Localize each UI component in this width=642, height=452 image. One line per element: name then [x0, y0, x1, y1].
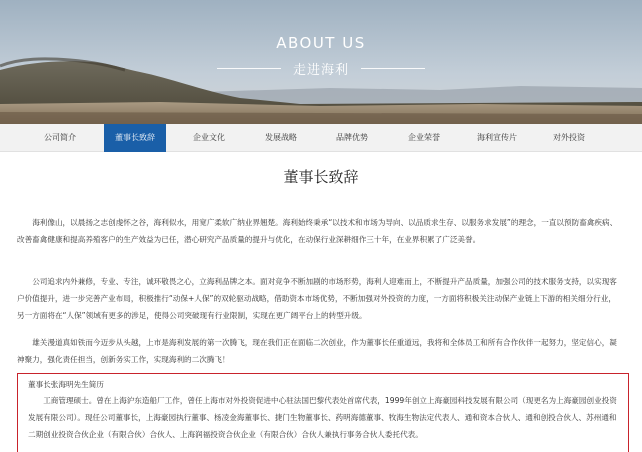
- banner-title: ABOUT US: [276, 34, 366, 52]
- hero-banner: [0, 0, 642, 124]
- tab-development-strategy[interactable]: 发展战略: [265, 133, 297, 142]
- tab-promo-video[interactable]: 海利宣传片: [477, 133, 517, 142]
- page-title: 董事长致辞: [283, 168, 359, 186]
- speech-paragraph-3: 雄关漫道真如铁而今迈步从头越，上市是海利发展的第一次腾飞，现在我们正在面临二次创业，作为董事长任重道远，我将和全体员工和所有合作伙伴一起努力，坚定信心，凝神聚力，强化责任担当，创新务实工作，实现海利的二次腾飞！: [17, 338, 617, 364]
- chairman-bio-box: [17, 373, 629, 452]
- about-nav-bar: [0, 124, 642, 152]
- speech-paragraph-1: 海利像山，以晨扬之志创虔怀之谷，海利似水，用宽广柔软广纳业界翘楚。海利始终秉承“以技术和市场为导向、以品质求生存、以服务求发展”的理念，一直以预防畜禽疾病、改善畜禽健康和提高养殖客户的生产效益为已任，潜心研究产品质量的提升与优化，在动保行业深耕细作三十年，在业界积累了广泛美誉。: [17, 218, 618, 244]
- bio-text: 工商管理硕士。曾在上海沪东造船厂工作，曾任上海市对外投资促进中心驻法国巴黎代表处首席代表，1999年创立上海豪园科技发展有限公司（现更名为上海豪园创业投资发展有限公司）。现任公司董事长，上海豪园执行董事、杨凌金海董事长、捷门生物董事长、药明海德董事、牧海生物法定代表人、通和资本合伙人、通和创投合伙人、苏州通和二期创业投资合伙企业（有限合伙）合伙人、上海润福投资合伙企业（有限合伙）合伙人兼执行事务合伙人委托代表。: [28, 396, 617, 439]
- tab-company-profile[interactable]: 公司简介: [44, 133, 76, 142]
- tab-corporate-culture[interactable]: 企业文化: [193, 133, 225, 142]
- banner-divider-right: [361, 68, 425, 69]
- tab-brand-advantage[interactable]: 品牌优势: [336, 133, 368, 142]
- banner-divider-left: [217, 68, 281, 69]
- banner-subtitle: 走进海利: [292, 62, 349, 78]
- tab-chairman-speech[interactable]: 董事长致辞: [104, 124, 166, 152]
- speech-paragraph-2: 公司追求内外兼修，专业、专注，诚环敬畏之心，立海利品牌之本。面对竞争不断加剧的市场形势，海利人迎难而上，不断提升产品质量，加强公司的技术服务支持，以实现客户价值提升，进一步完善产业布局，积极推行“动保+人保”的双轮驱动战略，借助资本市场优势，不断加强对外投资的力度，一方面将积极关注动保产业链上下游的相关细分行业，另一方面将在“人保”领域有更多的涉足，使得公司突破现有行业限制，实现在更广阔平台上的转型升级。: [17, 277, 617, 320]
- banner-subtitle-row: [0, 58, 642, 78]
- tab-external-investment[interactable]: 对外投资: [553, 133, 585, 142]
- tab-corporate-honors[interactable]: 企业荣誉: [408, 133, 440, 142]
- bio-heading: 董事长张海明先生简历: [28, 380, 104, 389]
